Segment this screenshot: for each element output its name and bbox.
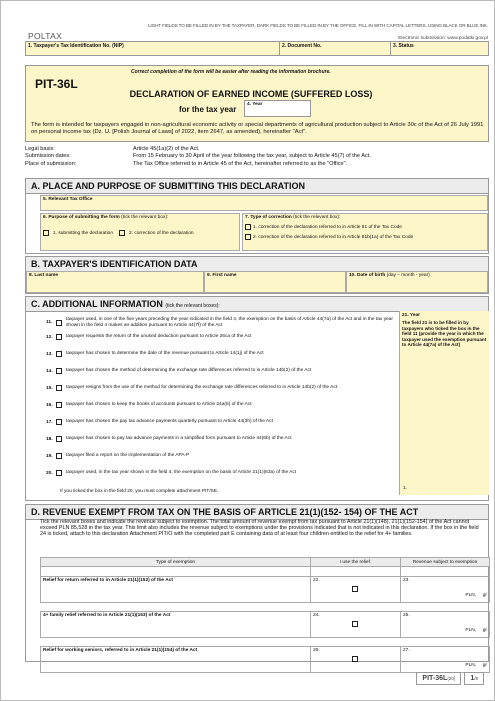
- legal-row: Legal basis: Article 45(1a)(2) of the Act.: [25, 146, 200, 152]
- relief-row: Relief for return referred to in Article 21(1)(152) of the Act 22. 23. PLN, gr: [41, 577, 490, 603]
- correction-81b-checkbox[interactable]: [245, 234, 251, 240]
- relief-table: [40, 557, 490, 682]
- info-item: 13. taxpayer has chosen to determine the date of the revenue pursuant to Article 14(1j) of the Act: [46, 351, 264, 357]
- revenue-field[interactable]: 27. PLN, gr: [401, 647, 490, 673]
- legal-row: Submission dates: From 15 February to 30 April of the year following the tax year, subject to Article 45(7) of the Act.: [25, 153, 371, 160]
- purpose-field: 6. Purpose of submitting the form (tick the relevant box): 1. submitting the declaration 2. correction of the declaration: [40, 213, 240, 251]
- intro-text: The form is intended for taxpayers engaged in non-agricultural economic activity or special departments of agricultural production subject to Article 30c of the Act of 26 July 1991 on personal income tax (Dz. U. [Polish Journal of Laws] of 2022, item 2647, as amended), hereinafter "Act".: [31, 122, 484, 135]
- info-item-checkbox[interactable]: [56, 419, 62, 425]
- relief-checkbox[interactable]: [352, 621, 358, 627]
- status-field: 3. Status: [393, 43, 414, 49]
- footer: [416, 672, 484, 685]
- info-item: 14. taxpayer has chosen the method of determining the exchange rate differences referred to in Article 14b(2) of the Act: [46, 368, 312, 374]
- section-c-title: C. ADDITIONAL INFORMATION (tick the relevant boxes):: [26, 297, 488, 312]
- revenue-field[interactable]: 23. PLN, gr: [401, 577, 490, 603]
- info-item: 19. taxpayer filed a report on the implementation of the APA-P: [46, 453, 190, 459]
- nip-field[interactable]: 1. Taxpayer's Tax Identification No. (NIP): [26, 42, 280, 55]
- section-c: [25, 296, 489, 501]
- last-name-field[interactable]: 8. Last name: [26, 271, 204, 293]
- for-tax-year-label: for the tax year: [179, 105, 237, 114]
- top-instruction: LIGHT FIELDS TO BE FILLED IN BY THE TAXPAYER, DARK FIELDS TO BE FILLED IN BY THE OFFICE. FILL IN WITH CAPITAL LETTERS, USING BLACK OR BLUE INK.: [147, 23, 488, 28]
- correction-81-checkbox[interactable]: [245, 224, 251, 230]
- info-item: 20. taxpayer used, in the tax year shown in the field 4, the exemption on the basis of Article 21(1)(63a) of the Act: [46, 470, 297, 476]
- header-fields: [25, 41, 489, 56]
- section-d-title: D. REVENUE EXEMPT FROM TAX ON THE BASIS OF ARTICLE 21(1)(152- 154) OF THE ACT: [26, 505, 488, 520]
- legal-info: [25, 146, 489, 168]
- document-no-field: 2. Document No.: [280, 42, 391, 55]
- info-item: 12. taxpayer requests the return of the unused deduction pursuant to Article 26ca of the Act: [46, 334, 252, 340]
- form-code: PIT-36L: [35, 77, 78, 91]
- info-item: 18. taxpayer has chosen to pay tax advance payments in a simplified form pursuant to Article 44(6b) of the Act: [46, 436, 292, 442]
- brochure-note: Correct completion of the form will be easier after reading the information brochure.: [131, 69, 331, 75]
- info-item-checkbox[interactable]: [56, 334, 62, 340]
- col-revenue: Revenue subject to exemption: [401, 558, 490, 567]
- info-item-checkbox[interactable]: [56, 351, 62, 357]
- info-item-checkbox[interactable]: [56, 385, 62, 391]
- year-field[interactable]: 4. Year: [244, 100, 311, 117]
- info-item: 16. taxpayer has chosen to keep the books of accounts pursuant to Article 24a(5) of the Act: [46, 402, 252, 408]
- attachment-note: If you ticked the box in the field 20, you must complete attachment PIT/SE.: [60, 489, 219, 494]
- info-item-checkbox[interactable]: [56, 368, 62, 374]
- tax-office-field[interactable]: 5. Relevant Tax Office: [40, 195, 488, 211]
- relief-checkbox[interactable]: [352, 656, 358, 662]
- date-of-birth-field[interactable]: 10. Date of birth (day – month - year): [346, 271, 488, 293]
- section-b: [25, 256, 489, 294]
- footer-form-code: PIT-36L(20): [416, 672, 461, 685]
- info-item-checkbox[interactable]: [56, 436, 62, 442]
- info-item-checkbox[interactable]: [56, 470, 62, 476]
- info-item: 11. taxpayer used, in one of the five years preceding the year indicated in the field 4, the exemption on the basis of Article 44(7a) of the Act and in the tax year shown in the field 4 makes an addition pursuant to Article 44(7f) of the Act: [46, 317, 393, 328]
- info-item-checkbox[interactable]: [56, 402, 62, 408]
- legal-row: Place of submission: The Tax Office referred to in Article 45 of the Act, hereinafter referred to as the "Office".: [25, 160, 348, 167]
- page-number: 1/8: [464, 672, 484, 685]
- section-a-title: A. PLACE AND PURPOSE OF SUBMITTING THIS DECLARATION: [26, 179, 488, 194]
- relief-label: 4+ family relief referred to in Article 21(1)(153) of the Act: [41, 612, 311, 638]
- electronic-submission-note: Electronic submission: www.podatki.gov.pl: [398, 36, 488, 41]
- section-b-title: B. TAXPAYER'S IDENTIFICATION DATA: [26, 257, 488, 272]
- year-21-field[interactable]: 21. Year The field 21 is to be filled in by taxpayers who ticked the box in the field 11 (provide the year in which the taxpayer used the exemption pursuant to Article 44(7a) of the Act) 1.: [399, 311, 489, 495]
- revenue-field[interactable]: 25. PLN, gr: [401, 612, 490, 638]
- purpose-submit-checkbox[interactable]: [43, 230, 49, 236]
- correction-type-field: 7. Type of correction (tick the relevant box): 1. correction of the declaration referred to in Article 81 of the Tax Code 2. correction of the declaration referred to in Article 81b(1a) of the Tax Code: [242, 213, 488, 251]
- relief-label: Relief for working seniors, referred to in Article 21(1)(154) of the Act: [41, 647, 311, 673]
- relief-label: Relief for return referred to in Article 21(1)(152) of the Act: [41, 577, 311, 603]
- section-d: [25, 504, 489, 668]
- purpose-correction-checkbox[interactable]: [119, 230, 125, 236]
- section-a: [25, 178, 489, 254]
- info-item: 15. taxpayer resigns from the use of the method for determining the exchange rate differences referred to in Article 14b(2) of the Act: [46, 385, 338, 391]
- info-item-checkbox[interactable]: [56, 453, 62, 459]
- relief-row: Relief for working seniors, referred to in Article 21(1)(154) of the Act 26. 27. PLN, gr: [41, 647, 490, 673]
- info-item-checkbox[interactable]: [56, 320, 62, 326]
- form-title: DECLARATION OF EARNED INCOME (SUFFERED LOSS): [129, 89, 373, 99]
- info-item: 17. taxpayer has chosen the pay tax advance payments quarterly pursuant to Article 44(3h) of the Act: [46, 419, 273, 425]
- first-name-field[interactable]: 9. First name: [204, 271, 346, 293]
- section-d-description: Tick the relevant boxes and indicate the revenue subject to exemption. The total amount of revenue exempt from tax pursuant to Article 21(1)(148), 21(1)(152-154) of the Act cannot exceed PLN 85,528 in the tax year. This limit also includes the revenue subject to exemptions under the provisions indicated that is not indicated in this declaration. If the box in the field 24 is ticked, attach to this declaration Attachment PIT/O with the completed part E containing data of at least four children entitled to the relief for 4+ families.: [40, 519, 479, 537]
- poltax-logo: POLTAX: [28, 31, 63, 41]
- relief-checkbox[interactable]: [352, 586, 358, 592]
- col-use: I use the relief.: [311, 558, 401, 567]
- relief-row: 4+ family relief referred to in Article 21(1)(153) of the Act 24. 25. PLN, gr: [41, 612, 490, 638]
- col-type: Type of exemption: [41, 558, 311, 567]
